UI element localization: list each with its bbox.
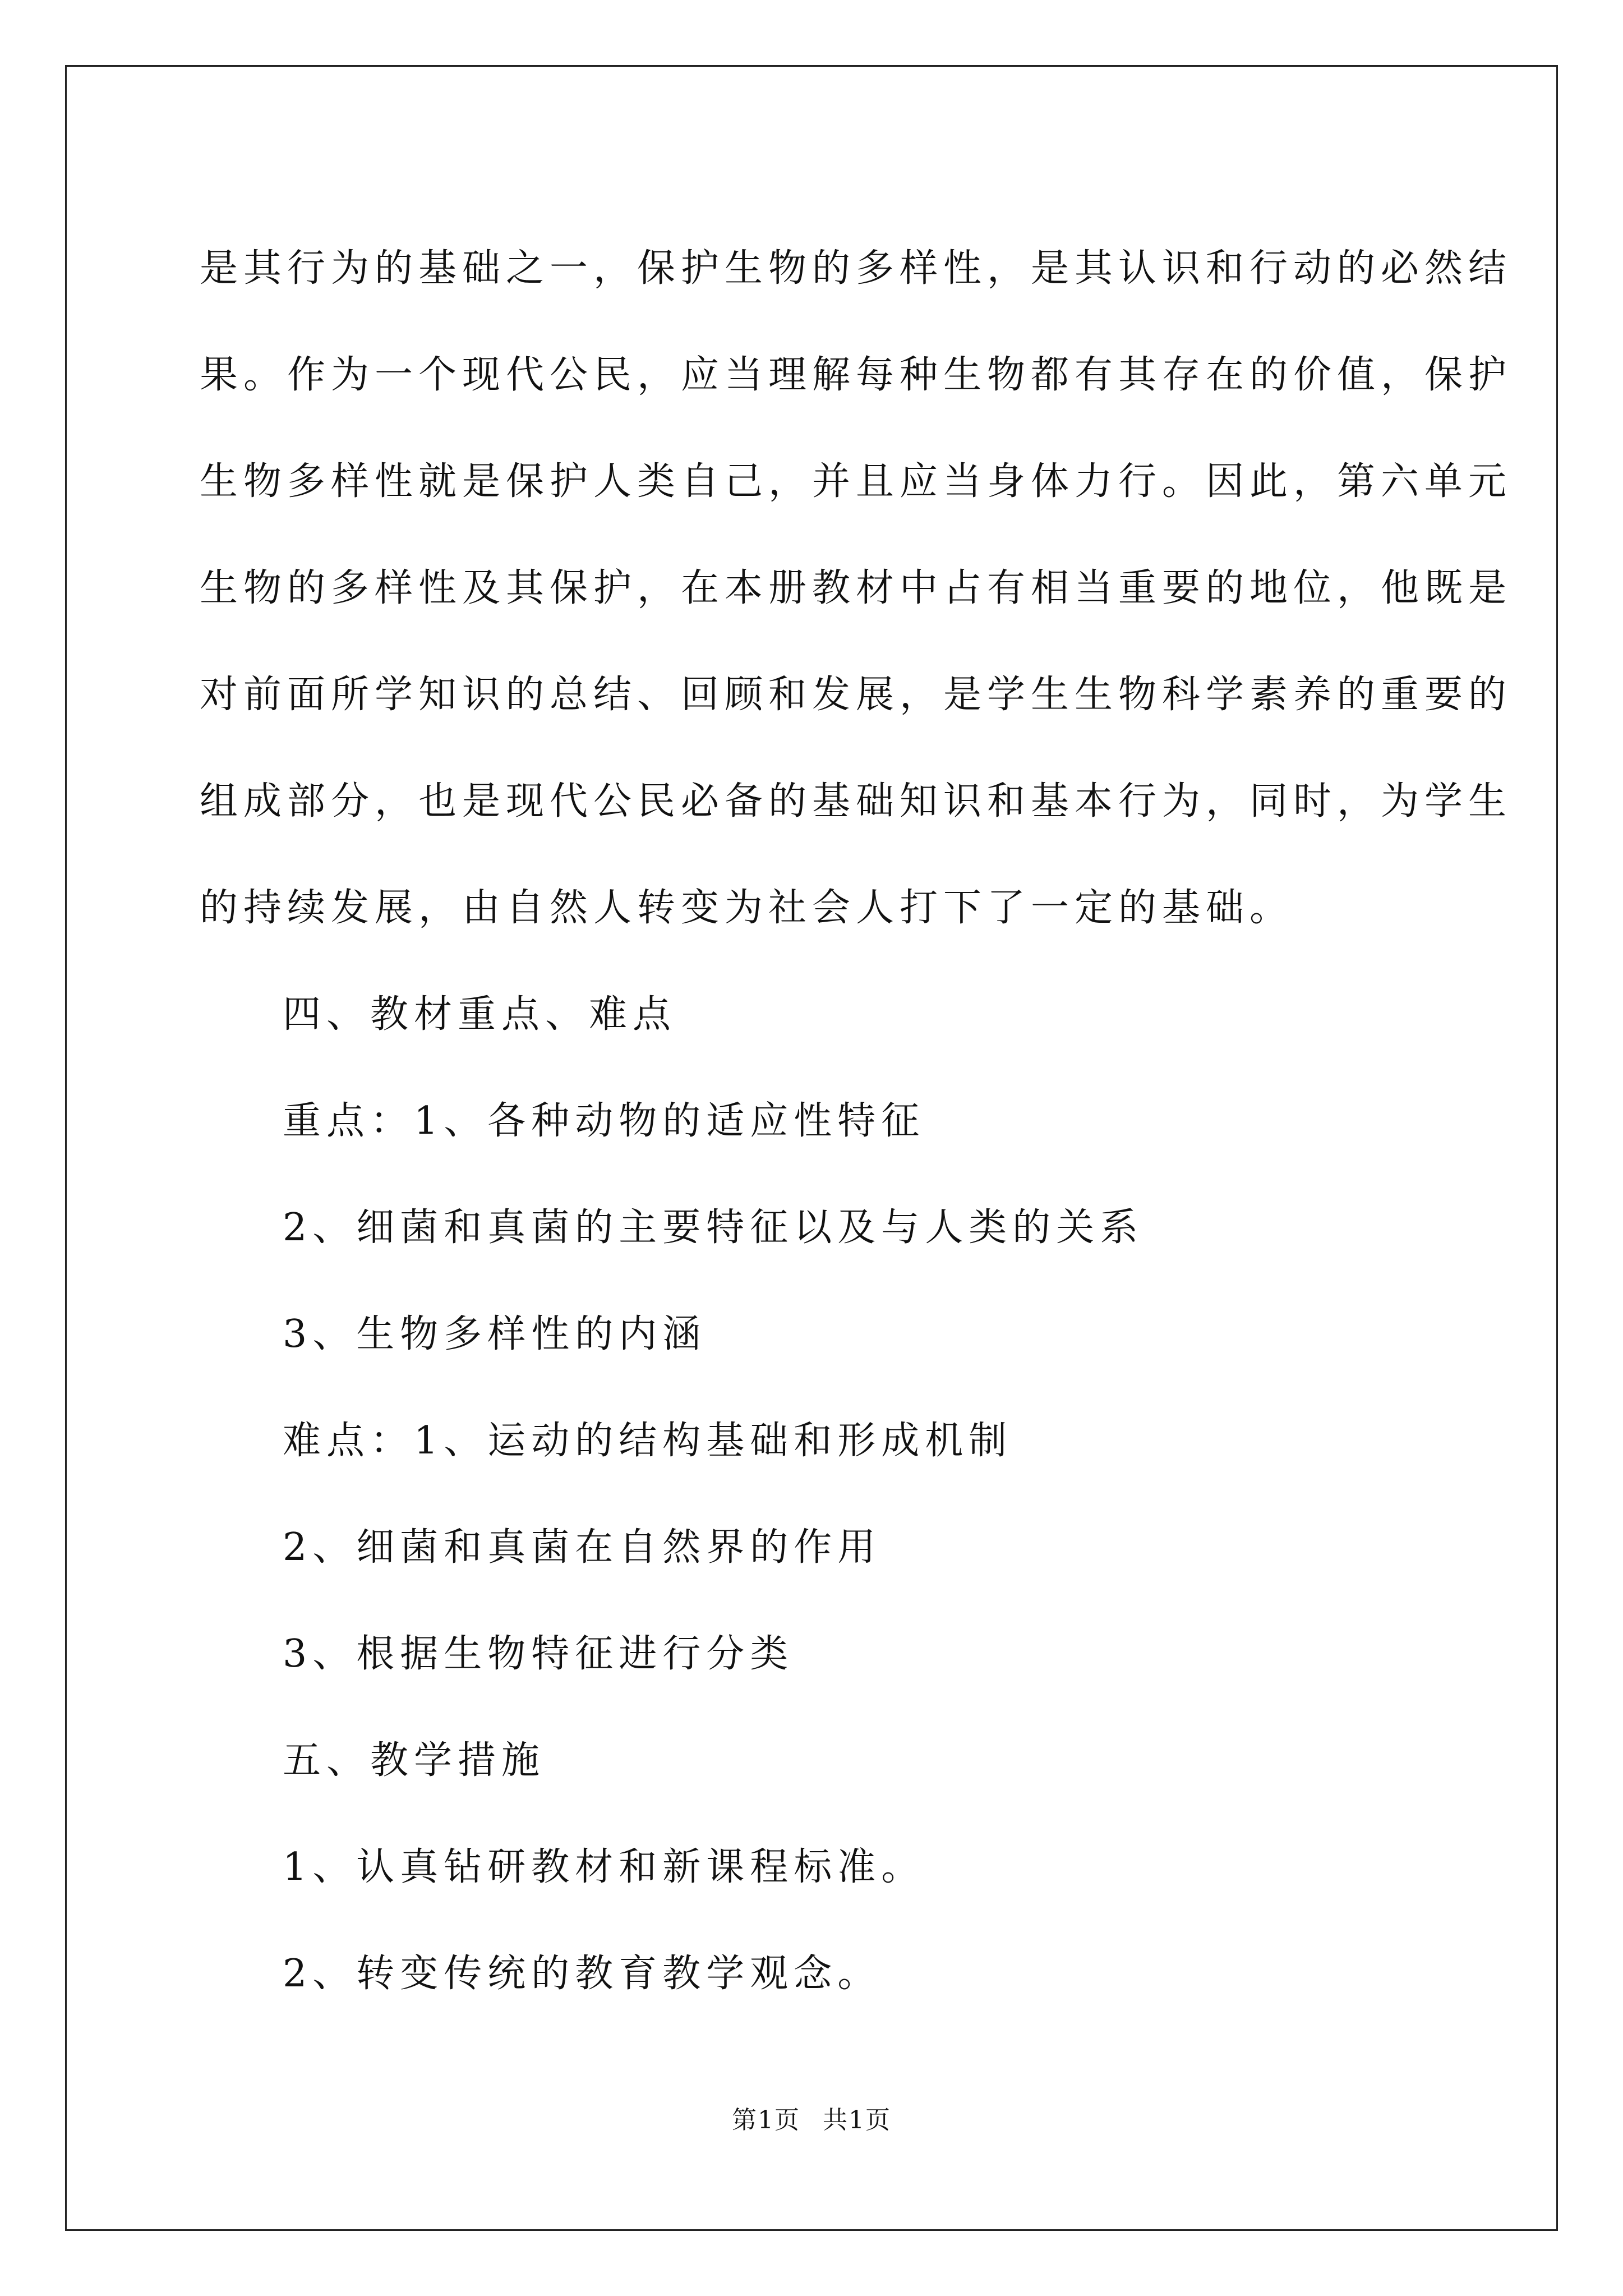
text-line: 是其行为的基础之一，保护生物的多样性，是其认识和行动的必然结 [200, 246, 1513, 291]
key-point-item: 3、生物多样性的内涵 [283, 1312, 707, 1356]
difficult-point-item: 3、根据生物特征进行分类 [283, 1632, 794, 1676]
text-line: 的持续发展，由自然人转变为社会人打下了一定的基础。 [200, 886, 1294, 930]
difficult-point-item: 2、细菌和真菌在自然界的作用 [283, 1525, 882, 1570]
page-footer [0, 2104, 1623, 2137]
section-5 [200, 1708, 1424, 2027]
document-body [200, 215, 1513, 2027]
section-heading: 四、教材重点、难点 [283, 992, 677, 1037]
text-line: 对前面所学知识的总结、回顾和发展，是学生生物科学素养的重要的 [200, 673, 1513, 717]
key-point-item: 重点：1、各种动物的适应性特征 [283, 1099, 925, 1143]
text-line: 组成部分，也是现代公民必备的基础知识和基本行为，同时，为学生 [200, 779, 1513, 823]
page-total: 共1页 [823, 2106, 891, 2134]
page-number: 第1页 [732, 2106, 800, 2134]
section-heading: 五、教学措施 [283, 1738, 546, 1783]
text-line: 生物多样性就是保护人类自己，并且应当身体力行。因此，第六单元 [200, 459, 1513, 504]
difficult-point-item: 难点：1、运动的结构基础和形成机制 [283, 1419, 1013, 1463]
measure-item: 1、认真钻研教材和新课程标准。 [283, 1845, 925, 1889]
text-line: 果。作为一个现代公民，应当理解每种生物都有其存在的价值，保护 [200, 353, 1513, 397]
measure-item: 2、转变传统的教育教学观念。 [283, 1952, 882, 1996]
key-point-item: 2、细菌和真菌的主要特征以及与人类的关系 [283, 1205, 1144, 1250]
text-line: 生物的多样性及其保护，在本册教材中占有相当重要的地位，他既是 [200, 566, 1513, 610]
intro-paragraph [200, 215, 1513, 961]
section-4 [200, 961, 1424, 1708]
